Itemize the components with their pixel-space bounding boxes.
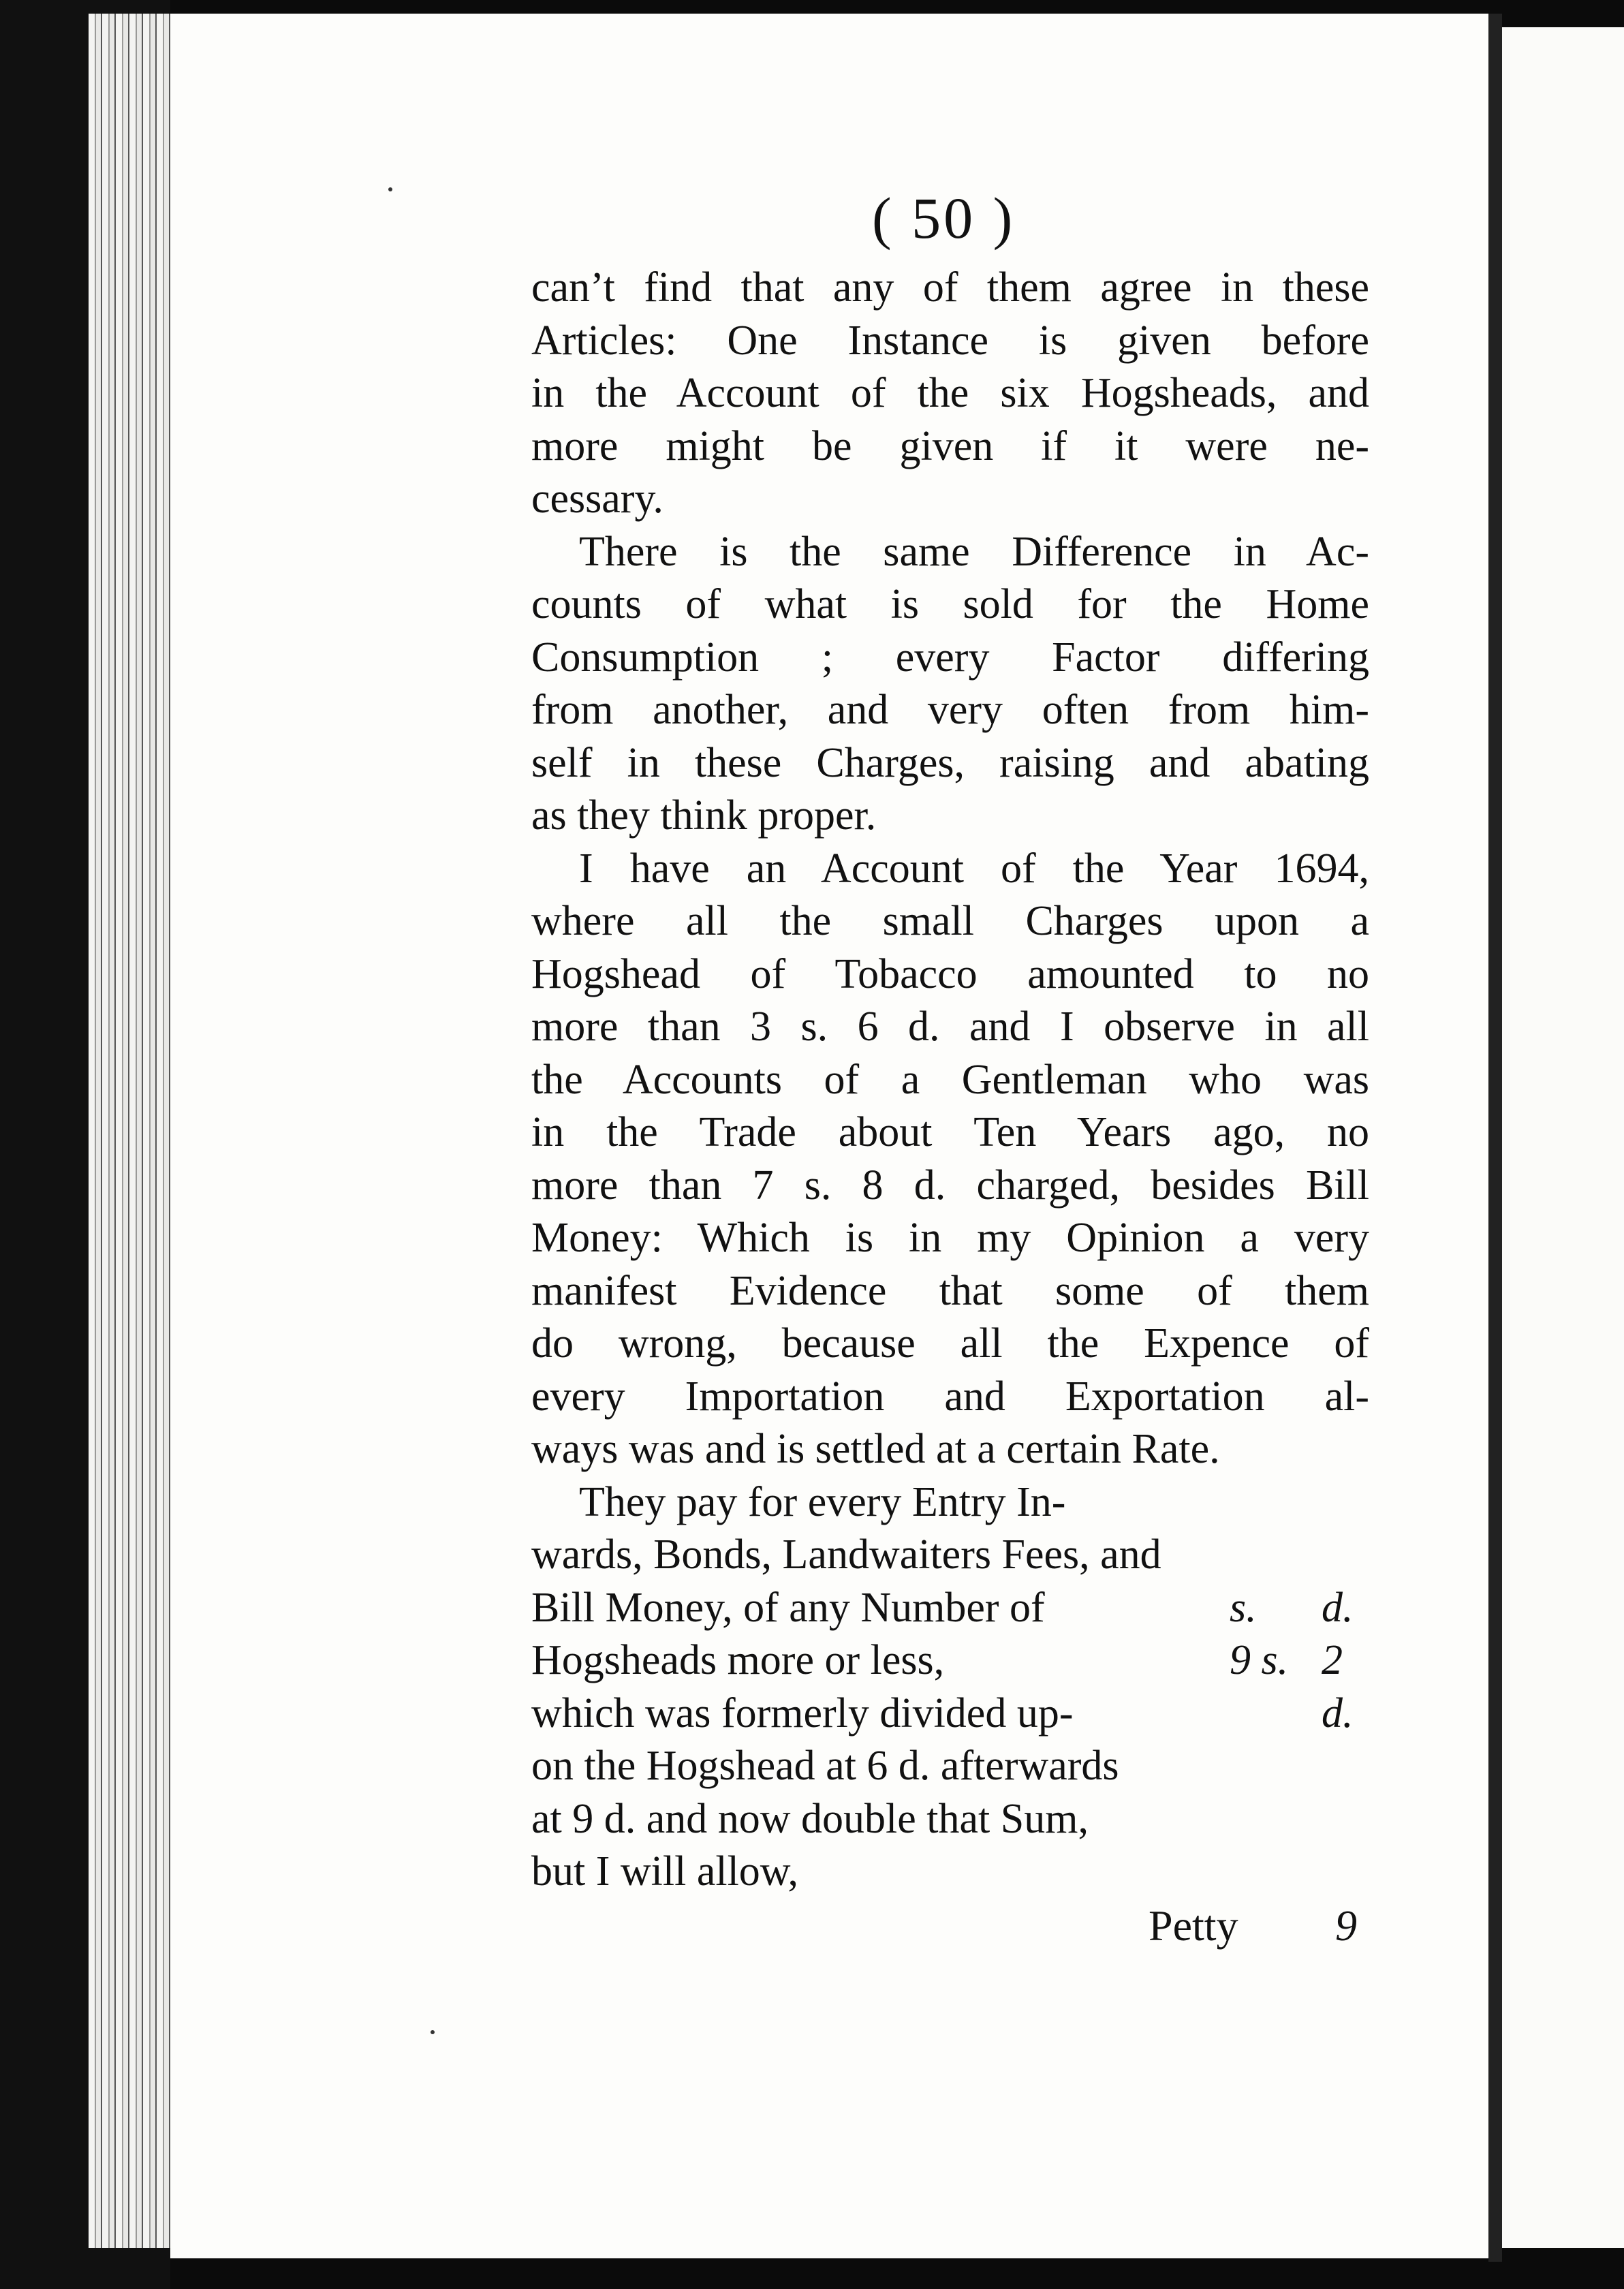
text-line: more might be given if it were ne- [531,422,1369,469]
text-line: the Accounts of a Gentleman who was [531,1056,1369,1103]
catchword: Petty [1149,1901,1238,1950]
text-line: at 9 d. and now double that Sum, [531,1795,1089,1842]
table-row [531,1740,1369,1793]
value-shillings: 9 s. [1230,1637,1289,1683]
text-line: where all the small Charges upon a [531,898,1369,944]
table-row [531,1476,1369,1529]
gutter [1488,14,1502,2262]
column-header-pence: d. [1322,1584,1354,1631]
text-line: Consumption ; every Factor differing [531,634,1369,681]
signature-mark: 9 [1335,1901,1357,1950]
text-line: can’t find that any of them agree in these [531,264,1369,311]
text-line: Money: Which is in my Opinion a very [531,1215,1369,1261]
page-number: ( 50 ) [872,185,1016,251]
text-line: but I will allow, [531,1848,799,1895]
body-text [531,262,1369,1899]
text-line: which was formerly divided up- [531,1690,1074,1737]
text-line: on the Hogshead at 6 d. afterwards [531,1743,1119,1789]
text-line: Hogshead of Tobacco amounted to no [531,950,1369,997]
text-line: self in these Charges, raising and abating [531,739,1369,786]
text-line: counts of what is sold for the Home [531,581,1369,627]
text-line: Hogsheads more or less, [531,1637,945,1683]
text-line: Articles: One Instance is given before [531,317,1369,364]
text-line: There is the same Difference in Ac- [579,528,1369,575]
text-line: every Importation and Exportation al- [531,1373,1369,1420]
text-line: I have an Account of the Year 1694, [579,845,1369,892]
text-line: Bill Money, of any Number of [531,1584,1045,1631]
text-line: manifest Evidence that some of them [531,1267,1369,1314]
facing-page [1502,27,1624,2248]
table-row [531,1793,1369,1846]
column-header-shillings: s. [1230,1584,1257,1631]
text-line: in the Trade about Ten Years ago, no [531,1109,1369,1155]
text-line: as they think proper. [531,792,877,839]
text-line: in the Account of the six Hogsheads, and [531,370,1369,416]
text-line: ways was and is settled at a certain Rate. [531,1426,1220,1472]
text-line: cessary. [531,476,663,522]
text-line: do wrong, because all the Expence of [531,1320,1369,1367]
table-row [531,1582,1369,1635]
table-row [531,1529,1369,1582]
text-line: from another, and very often from him- [531,687,1369,733]
table-row [531,1846,1369,1899]
text-line: They pay for every Entry In- [579,1478,1066,1525]
speck [388,187,392,191]
text-line: more than 7 s. 8 d. charged, besides Bill [531,1162,1369,1209]
speck [431,2030,435,2034]
text-line: more than 3 s. 6 d. and I observe in all [531,1003,1369,1050]
page-edges [89,14,170,2248]
text-line: wards, Bonds, Landwaiters Fees, and [531,1531,1161,1578]
value-pence: 2 d. [1322,1637,1354,1737]
table-row [531,1687,1369,1741]
